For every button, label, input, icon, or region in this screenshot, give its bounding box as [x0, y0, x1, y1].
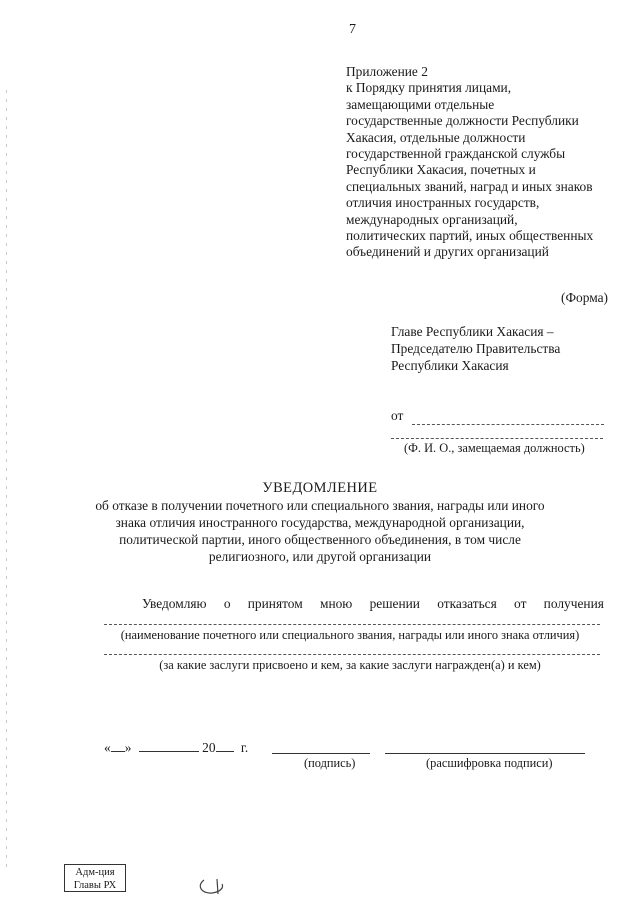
appendix-line: специальных званий, наград и иных знаков [346, 178, 593, 194]
signature-decoding-line[interactable] [385, 753, 585, 754]
stamp-line: Главы РХ [73, 880, 117, 891]
appendix-header [346, 64, 626, 261]
award-name-line[interactable] [104, 624, 600, 625]
registration-stamp [64, 864, 126, 892]
notify-word: решении [369, 596, 420, 611]
subtitle-line: политической партии, иного общественного объединения, в том числе [119, 532, 521, 547]
page-number: 7 [349, 22, 356, 37]
notification-text [142, 596, 604, 612]
merits-caption: (за какие заслуги присвоено и кем, за какие заслуги награжден(а) и кем) [159, 658, 541, 672]
date-open-quote: « [104, 740, 111, 755]
subtitle-line: об отказе в получении почетного или специального звания, награды или иного [95, 498, 545, 513]
notify-word: от [514, 596, 527, 611]
date-year-suffix: г. [240, 740, 249, 755]
notify-word: принятом [247, 596, 303, 611]
award-name-caption: (наименование почетного или специального звания, награды или иного знака отличия) [120, 628, 580, 642]
signature-caption: (подпись) [304, 756, 356, 770]
addressee-line: Республики Хакасия [391, 358, 509, 373]
form-label: (Форма) [560, 290, 608, 305]
appendix-line: Республики Хакасия, почетных и [346, 162, 536, 178]
appendix-line: отличия иностранных государств, [346, 195, 540, 211]
subtitle-line: религиозного, или другой организации [208, 549, 432, 564]
appendix-line: Хакасия, отдельные должности [346, 129, 526, 145]
addressee-line: Главе Республики Хакасия – [391, 324, 554, 339]
signature-line[interactable] [272, 753, 370, 754]
from-caption: (Ф. И. О., замещаемая должность) [404, 441, 585, 455]
notify-word: мною [319, 596, 353, 611]
from-name-line[interactable] [412, 424, 604, 425]
addressee-block [391, 323, 560, 374]
date-year-prefix: 20 [202, 740, 216, 755]
appendix-line: государственной гражданской службы [346, 146, 566, 162]
appendix-line: замещающими отдельные [346, 96, 495, 112]
notify-word: получения [543, 596, 604, 611]
handwritten-mark-icon [196, 876, 232, 898]
appendix-line: политических партий, иных общественных [346, 228, 594, 244]
addressee-line: Председателю Правительства [391, 341, 561, 356]
date-close-quote: » [124, 740, 132, 755]
date-year-blank[interactable] [216, 751, 234, 752]
from-field [391, 408, 605, 424]
from-position-line[interactable] [391, 438, 603, 439]
date-signature-row [104, 740, 248, 756]
notify-word: отказаться [437, 596, 497, 611]
notify-word: о [223, 596, 231, 611]
appendix-line: объединений и других организаций [346, 244, 549, 260]
date-day-blank[interactable] [111, 751, 125, 752]
signature-decoding-caption: (расшифровка подписи) [426, 756, 553, 770]
stamp-line: Адм-ция [75, 867, 115, 878]
notify-word: Уведомляю [142, 596, 207, 611]
merits-line[interactable] [104, 654, 600, 655]
appendix-line: Приложение 2 [346, 64, 428, 79]
document-title: УВЕДОМЛЕНИЕ [262, 480, 378, 496]
document-subtitle [60, 497, 580, 565]
appendix-line: международных организаций, [346, 211, 518, 227]
subtitle-line: знака отличия иностранного государства, международной организации, [115, 515, 525, 530]
appendix-line: к Порядку принятия лицами, [346, 80, 512, 96]
date-month-blank[interactable] [139, 751, 199, 752]
appendix-line: государственные должности Республики [346, 113, 579, 129]
from-label: от [391, 408, 404, 423]
